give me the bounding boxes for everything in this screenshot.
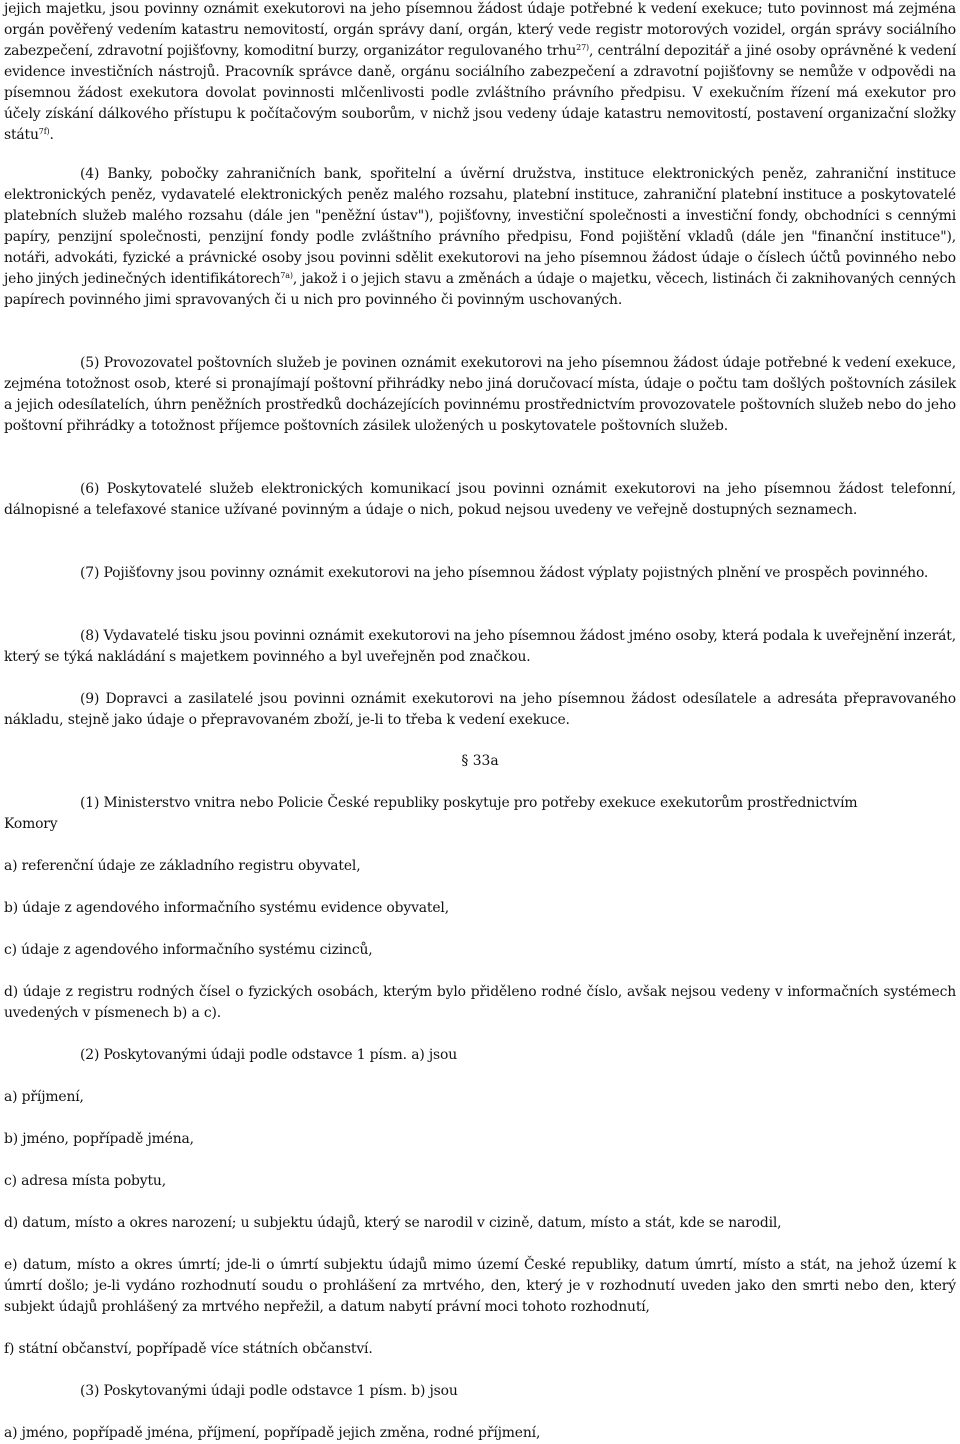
footnote-ref[interactable]: 27) bbox=[576, 43, 589, 52]
paragraph-6: (6) Poskytovatelé služeb elektronických komunikací jsou povinni oznámit exekutorovi na jeho písemnou žádost telefonní, dálnopisné a telefaxové stanice užívané povinným a údaje o nich, pokud nejsou uvedeny ve veřejně dostupných seznamech. bbox=[4, 481, 956, 518]
list-item: d) údaje z registru rodných čísel o fyzických osobách, kterým bylo přiděleno rodné číslo, avšak nejsou vedeny v informačních systémech uvedených v písmenech b) a c). bbox=[4, 984, 956, 1021]
list-item: c) údaje z agendového informačního systému cizinců, bbox=[4, 942, 373, 958]
list-item: a) jméno, popřípadě jména, příjmení, popřípadě jejich změna, rodné příjmení, bbox=[4, 1425, 541, 1441]
list-item: d) datum, místo a okres narození; u subjektu údajů, který se narodil v cizině, datum, místo a stát, kde se narodil, bbox=[4, 1215, 782, 1231]
list-item: b) jméno, popřípadě jména, bbox=[4, 1131, 194, 1147]
list-item: b) údaje z agendového informačního systému evidence obyvatel, bbox=[4, 900, 449, 916]
footnote-ref[interactable]: 7a) bbox=[280, 271, 293, 280]
list-item: f) státní občanství, popřípadě více státních občanství. bbox=[4, 1341, 373, 1357]
paragraph-continuation bbox=[4, 0, 956, 146]
list-item: e) datum, místo a okres úmrtí; jde-li o úmrtí subjektu údajů mimo území České republiky, datum úmrtí, místo a stát, na jehož území k úmrtí došlo; je-li vydáno rozhodnutí soudu o prohlášení za mrtvého, den, který je v rozhodnutí uveden jako den smrti nebo den, který subjekt údajů prohlášený za mrtvého nepřežil, a datum nabytí právní moci tohoto rozhodnutí, bbox=[4, 1257, 956, 1315]
paragraph-4 bbox=[4, 164, 956, 311]
list-item: a) příjmení, bbox=[4, 1089, 84, 1105]
paragraph-text: jejich majetku, jsou povinny oznámit exekutorovi na jeho písemnou žádost údaje potřebné k vedení exekuce; tuto povinnost má zejména orgán pověřený vedením katastru nemovitostí, orgán správy daní, orgán, který vede registr motorových vozidel, orgán správy sociálního zabezpečení, zdravotní pojišťovny, komoditní burzy, organizátor regulovaného trhu bbox=[4, 1, 956, 59]
subsection-1-intro: (1) Ministerstvo vnitra nebo Policie České republiky poskytuje pro potřeby exekuce exekutorům prostřednictvím bbox=[80, 795, 858, 811]
paragraph-text: , jakož i o jejich stavu a změnách a údaje o majetku, věcech, listinách či zaknihovaných cenných papírech povinného jimi spravovaných či u nich pro povinného či povinným uschovaných. bbox=[4, 271, 956, 308]
subsection-2-intro: (2) Poskytovanými údaji podle odstavce 1 písm. a) jsou bbox=[80, 1047, 458, 1063]
footnote-ref[interactable]: 7f) bbox=[38, 127, 50, 136]
paragraph-5: (5) Provozovatel poštovních služeb je povinen oznámit exekutorovi na jeho písemnou žádost údaje potřebné k vedení exekuce, zejména totožnost osob, které si pronajímají poštovní přihrádky nebo jiná doručovací místa, údaje o počtu tam došlých poštovních zásilek a jejich odesílatelích, úhrn peněžních prostředků docházejících povinnému prostřednictvím provozovatele poštovních služeb nebo do jeho poštovní přihrádky a totožnost příjemce poštovních zásilek uložených u poskytovatele poštovních služeb. bbox=[4, 355, 956, 434]
list-item: a) referenční údaje ze základního registru obyvatel, bbox=[4, 858, 361, 874]
paragraph-text: . bbox=[49, 127, 54, 143]
subsection-1-intro-end: Komory bbox=[4, 816, 58, 832]
paragraph-text: , centrální depozitář a jiné osoby oprávněné k vedení evidence investičních nástrojů. Pracovník správce daně, orgánu sociálního zabezpečení a zdravotní pojišťovny se nemůže v odpovědi na písemnou žádost exekutora dovolat povinnosti mlčenlivosti podle zvláštního právního předpisu. V exekučním řízení má exekutor pro účely získání dálkového přístupu k počítačovým souborům, v nichž jsou vedeny údaje katastru nemovitostí, postavení organizační složky státu bbox=[4, 43, 956, 143]
paragraph-9: (9) Dopravci a zasilatelé jsou povinni oznámit exekutorovi na jeho písemnou žádost odesílatele a adresáta přepravovaného nákladu, stejně jako údaje o přepravovaném zboží, je-li to třeba k vedení exekuce. bbox=[4, 691, 956, 728]
list-item: c) adresa místa pobytu, bbox=[4, 1173, 166, 1189]
paragraph-8: (8) Vydavatelé tisku jsou povinni oznámit exekutorovi na jeho písemnou žádost jméno osoby, která podala k uveřejnění inzerát, který se týká nakládání s majetkem povinného a byl uveřejněn pod značkou. bbox=[4, 628, 956, 665]
section-heading: § 33a bbox=[461, 753, 499, 769]
subsection-3-intro: (3) Poskytovanými údaji podle odstavce 1 písm. b) jsou bbox=[80, 1383, 458, 1399]
paragraph-text: (4) Banky, pobočky zahraničních bank, spořitelní a úvěrní družstva, instituce elektronických peněz, zahraniční instituce elektronických peněz, vydavatelé elektronických peněz malého rozsahu, platební instituce, zahraniční platební instituce a poskytovatelé platebních služeb malého rozsahu (dále jen "peněžní ústav"), pojišťovny, investiční společnosti a investiční fondy, obchodníci s cennými papíry, penzijní společnosti, penzijní fondy podle zvláštního právního předpisu, Fond pojištění vkladů (dále jen "finanční instituce"), notáři, advokáti, fyzické a právnické osoby jsou povinni sdělit exekutorovi na jeho písemnou žádost údaje o číslech účtů povinného nebo jeho jiných jedinečných identifikátorech bbox=[4, 166, 956, 287]
paragraph-7: (7) Pojišťovny jsou povinny oznámit exekutorovi na jeho písemnou žádost výplaty pojistných plnění ve prospěch povinného. bbox=[80, 565, 929, 581]
